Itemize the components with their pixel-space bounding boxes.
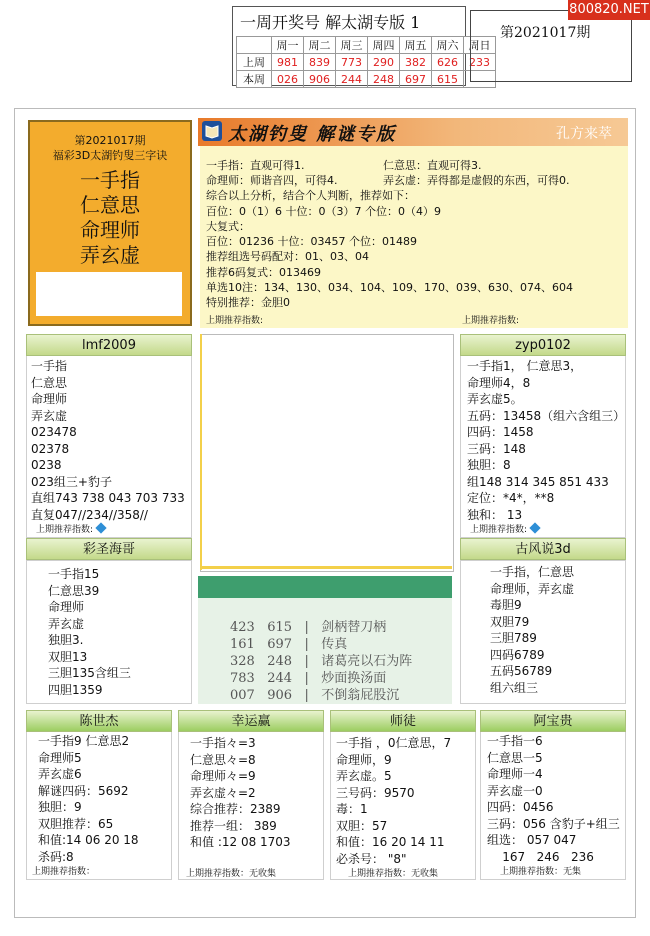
lmf-title: lmf2009 <box>26 334 192 356</box>
list-item: 命理师々=9 <box>190 769 256 783</box>
list-item: 组148 314 345 851 433 <box>467 474 609 489</box>
list-item: 一手指々=3 <box>190 736 256 750</box>
list-item: 组选： 057 047 <box>487 833 577 847</box>
riddle-row: 007 906 | 不倒翁屁股沉 <box>230 688 400 703</box>
table-row <box>237 54 496 71</box>
draw-value: 290 <box>368 54 400 71</box>
prev-index-label: 上期推荐指数：无收集 <box>186 869 277 879</box>
list-item: 023组三+豹子 <box>31 474 112 489</box>
list-item: 弄玄虚 <box>31 408 68 423</box>
day-header: 周一 <box>272 37 304 54</box>
prev-index <box>36 522 105 535</box>
list-item: 四码：1458 <box>467 425 534 439</box>
analysis-line: 大复式： <box>206 220 250 233</box>
prev-index-label: 上期推荐指数: <box>206 316 264 326</box>
prev-index-label: 上期推荐指数：无收集 <box>348 869 439 879</box>
list-item: 一手指1， 仁意思3， <box>467 359 583 373</box>
list-item: 一手指 ，0仁意思，7 <box>336 736 452 750</box>
list-item: 直复047//234//358// <box>31 507 148 522</box>
list-item: 仁意思 <box>31 375 68 390</box>
banner-author: 孔方来萃 <box>556 126 612 142</box>
weekly-draw-title: 一周开奖号 解太湖专版 1 <box>240 13 421 32</box>
list-item: 推荐一组： 389 <box>190 818 277 833</box>
csh-title: 彩圣海哥 <box>26 538 192 560</box>
list-item: 三号码：9570 <box>336 785 415 800</box>
analysis-line: 百位：0（1）6 十位：0（3）7 个位：0（4）9 <box>206 205 441 218</box>
list-item: 一手指一6 <box>487 734 543 748</box>
list-item: 五码：13458（组六含组三） <box>467 408 626 423</box>
list-item: 仁意思一5 <box>487 750 543 765</box>
draw-value: 382 <box>400 54 432 71</box>
list-item: 独和： 13 <box>467 507 523 522</box>
diamond-icon <box>529 522 540 533</box>
card-name: 弄玄虚 <box>80 243 140 267</box>
list-item: 三胆789 <box>490 631 537 645</box>
list-item: 仁意思39 <box>48 583 100 598</box>
list-item: 命理师4，8 <box>467 375 531 390</box>
list-item: 独胆：8 <box>467 458 511 472</box>
table-row <box>237 71 496 88</box>
day-header: 周四 <box>368 37 400 54</box>
center-image-area <box>200 334 454 572</box>
list-item: 双胆：57 <box>336 818 388 833</box>
riddle-row: 328 248 | 诸葛亮以石为阵 <box>230 654 413 669</box>
card-blank <box>36 272 182 316</box>
list-item: 必杀号： "8" <box>336 851 407 866</box>
list-item: 双胆79 <box>490 614 530 629</box>
analysis-line: 推荐6码复式：013469 <box>206 266 321 279</box>
banner-title: 太湖钓叟 解谜专版 <box>228 124 397 145</box>
draw-value: 697 <box>400 71 432 88</box>
bottom-title-3: 师徒 <box>330 710 476 732</box>
list-item: 弄玄虚6 <box>38 767 82 781</box>
riddle-row: 783 244 | 炒面换汤面 <box>230 671 387 686</box>
list-item: 和值：16 20 14 11 <box>336 835 445 849</box>
draw-table <box>236 36 496 88</box>
list-item: 直组743 738 043 703 733 <box>31 491 185 505</box>
list-item: 四码：0456 <box>487 800 554 814</box>
list-item: 三码：148 <box>467 441 526 456</box>
issue-box <box>470 10 632 82</box>
draw-value: 773 <box>336 54 368 71</box>
analysis-line: 一手指：直观可得1. <box>206 159 305 172</box>
card-name: 命理师 <box>80 218 140 242</box>
list-item: 弄玄虚一0 <box>487 783 543 798</box>
list-item: 定位：*4*，**8 <box>467 491 555 505</box>
list-item: 双胆13 <box>48 649 88 664</box>
draw-value: 244 <box>336 71 368 88</box>
prev-index-label: 上期推荐指数： <box>32 867 96 877</box>
list-item: 组六组三 <box>490 680 539 695</box>
analysis-line: 单选10注：134、130、034、104、109、170、039、630、074、604 <box>206 281 573 294</box>
list-item: 独胆：9 <box>38 800 82 814</box>
analysis-line: 仁意思：直观可得3. <box>383 159 482 172</box>
analysis-line: 特别推荐：金胆0 <box>206 296 290 309</box>
table-header-row <box>237 37 496 54</box>
list-item: 毒：1 <box>336 802 368 816</box>
diamond-icon <box>95 522 106 533</box>
list-item: 一手指，仁意思 <box>490 565 575 579</box>
list-item: 命理师，弄玄虚 <box>490 581 575 596</box>
draw-value: 981 <box>272 54 304 71</box>
prev-index <box>470 522 539 535</box>
day-header: 周二 <box>304 37 336 54</box>
list-item: 三胆135含组三 <box>48 666 131 680</box>
day-header: 周五 <box>400 37 432 54</box>
row-label: 上周 <box>237 54 272 71</box>
list-item: 三码：056 含豹子+组三 <box>487 816 620 831</box>
card-name: 一手指 <box>80 168 140 192</box>
center-green-bar <box>198 576 452 598</box>
issue-number: 第2021017期 <box>500 25 591 41</box>
draw-value: 839 <box>304 54 336 71</box>
prev-index-label: 上期推荐指数: <box>462 316 520 326</box>
day-header: 周三 <box>336 37 368 54</box>
gfs-title: 古风说3d <box>460 538 626 560</box>
bottom-title-4: 阿宝贵 <box>480 710 626 732</box>
prev-index-label: 上期推荐指数：无集 <box>500 867 582 877</box>
list-item: 一手指 <box>31 359 68 373</box>
list-item: 02378 <box>31 441 70 456</box>
list-item: 命理师5 <box>38 750 82 765</box>
list-item: 命理师 <box>48 600 85 614</box>
list-item: 弄玄虚々=2 <box>190 785 256 800</box>
list-item: 毒胆9 <box>490 598 522 612</box>
prev-index-label: 上期推荐指数: <box>470 525 528 535</box>
analysis-line: 综合以上分析，结合个人判断，推荐如下： <box>206 189 415 202</box>
draw-value: 906 <box>304 71 336 88</box>
list-item: 弄玄虚5。 <box>467 392 523 406</box>
list-item: 0238 <box>31 458 62 472</box>
center-divider <box>200 566 452 569</box>
bottom-title-1: 陈世杰 <box>26 710 172 732</box>
list-item: 167 246 236 <box>487 849 594 864</box>
card-issue: 第2021017期 <box>74 134 146 147</box>
list-item: 一手指9 仁意思2 <box>38 734 130 748</box>
analysis-line: 弄玄虚：弄得都是虚假的东西，可得0. <box>383 174 570 187</box>
list-item: 独胆3. <box>48 633 84 647</box>
prev-index-label: 上期推荐指数: <box>36 525 94 535</box>
list-item: 五码56789 <box>490 664 553 678</box>
list-item: 杀码:8 <box>38 849 74 864</box>
list-item: 一手指15 <box>48 567 100 581</box>
center-divider <box>200 334 202 570</box>
list-item: 四胆1359 <box>48 682 103 697</box>
draw-value: 233 <box>464 54 496 71</box>
bottom-title-2: 幸运赢 <box>178 710 324 732</box>
analysis-line: 推荐组选号码配对：01、03、04 <box>206 250 369 263</box>
list-item: 解谜四码：5692 <box>38 783 129 798</box>
zyp-title: zyp0102 <box>460 334 626 356</box>
list-item: 命理师，9 <box>336 752 392 767</box>
analysis-line: 百位：01236 十位：03457 个位：01489 <box>206 235 417 248</box>
site-badge[interactable]: 800820.NET <box>568 0 650 20</box>
card-name: 仁意思 <box>80 193 140 217</box>
list-item: 四码6789 <box>490 647 545 662</box>
card-subtitle: 福彩3D太湖钓叟三字诀 <box>52 149 168 162</box>
draw-value: 248 <box>368 71 400 88</box>
list-item: 仁意思々=8 <box>190 752 256 767</box>
book-icon <box>202 121 222 141</box>
day-header: 周六 <box>432 37 464 54</box>
day-header: 周日 <box>464 37 496 54</box>
list-item: 弄玄虚 <box>48 616 85 631</box>
list-item: 命理师一4 <box>487 767 543 781</box>
draw-value: 615 <box>432 71 464 88</box>
draw-value: 626 <box>432 54 464 71</box>
list-item: 命理师 <box>31 392 68 406</box>
list-item: 和值:14 06 20 18 <box>38 833 139 847</box>
list-item: 综合推荐：2389 <box>190 802 281 816</box>
riddle-row: 423 615 | 剑柄替刀柄 <box>230 620 387 635</box>
riddle-row: 161 697 | 传真 <box>230 637 348 652</box>
list-item: 和值 :12 08 1703 <box>190 835 291 849</box>
list-item: 双胆推荐：65 <box>38 816 114 831</box>
analysis-line: 命理师：师谐音四，可得4. <box>206 174 338 187</box>
card-names <box>28 168 192 268</box>
draw-value: 026 <box>272 71 304 88</box>
row-label: 本周 <box>237 71 272 88</box>
list-item: 弄玄虚。5 <box>336 769 392 783</box>
list-item: 023478 <box>31 425 77 439</box>
